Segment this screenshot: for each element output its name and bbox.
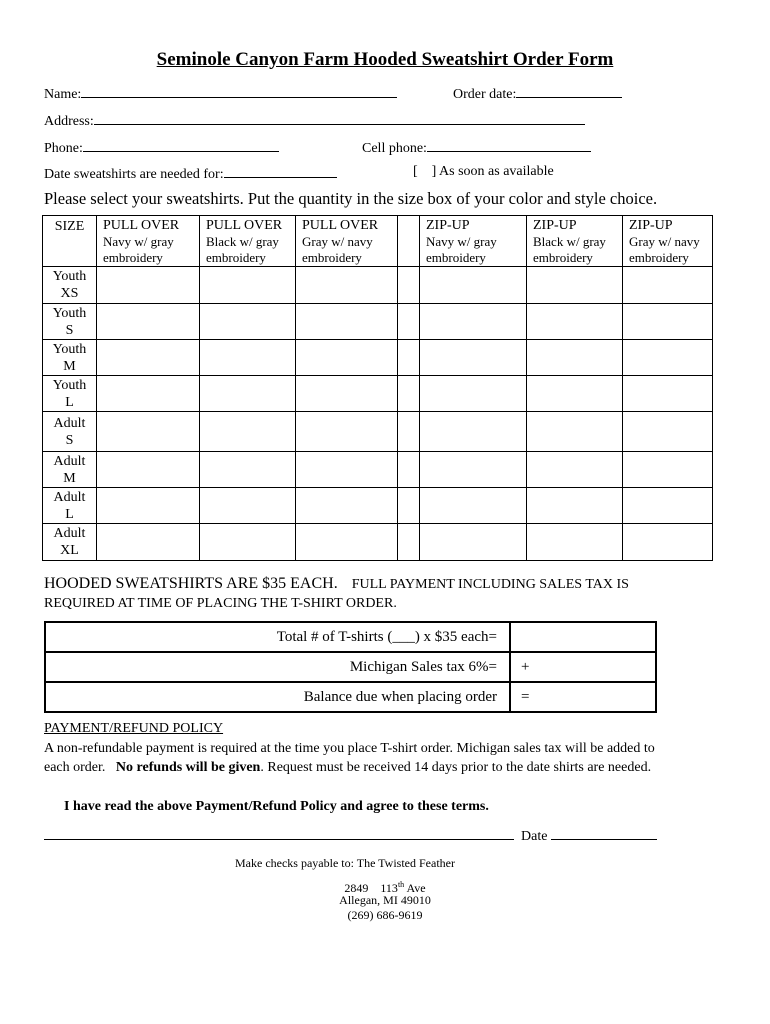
quantity-cell[interactable]: [296, 488, 398, 524]
street-ordinal-suffix: th: [397, 880, 405, 889]
total-shirts-label: Total # of T-shirts (___) x $35 each=: [45, 622, 510, 652]
column-header-zipup-gray: [623, 216, 713, 267]
size-group: Youth: [52, 377, 87, 393]
quantity-cell[interactable]: [97, 304, 200, 340]
total-shirts-value[interactable]: [510, 622, 656, 652]
quantity-cell[interactable]: [296, 376, 398, 412]
size-group: Youth: [52, 305, 87, 321]
policy-text: [44, 739, 655, 777]
quantity-cell[interactable]: [296, 412, 398, 452]
phone-field-row: [44, 138, 279, 157]
spacer-cell: [398, 376, 420, 412]
size-row-label: [43, 412, 97, 452]
column-embroidery: embroidery: [103, 250, 163, 265]
size-group: Adult: [53, 453, 86, 469]
quantity-cell[interactable]: [420, 376, 527, 412]
name-field-row: [44, 84, 397, 103]
totals-row: [45, 682, 656, 712]
column-style: ZIP-UP: [629, 218, 673, 233]
quantity-cell[interactable]: [527, 412, 623, 452]
quantity-cell[interactable]: [97, 524, 200, 561]
quantity-cell[interactable]: [296, 452, 398, 488]
size-row: [43, 488, 713, 524]
spacer-cell: [398, 267, 420, 304]
quantity-cell[interactable]: [97, 267, 200, 304]
quantity-cell[interactable]: [296, 267, 398, 304]
column-style: ZIP-UP: [533, 218, 577, 233]
pricing-notice: [44, 574, 629, 613]
policy-line-2-end: . Request must be received 14 days prior to the date shirts are needed.: [260, 760, 652, 775]
quantity-cell[interactable]: [420, 488, 527, 524]
quantity-cell[interactable]: [97, 376, 200, 412]
size-code: M: [63, 470, 76, 486]
column-color: Navy w/ gray: [103, 234, 174, 249]
size-group: Youth: [52, 269, 87, 284]
quantity-cell[interactable]: [420, 340, 527, 376]
cell-phone-field-row: [362, 138, 591, 157]
size-code: L: [65, 506, 74, 522]
size-code: L: [65, 394, 74, 410]
date-needed-label: Date sweatshirts are needed for:: [44, 167, 224, 182]
totals-row: [45, 622, 656, 652]
totals-row: [45, 652, 656, 682]
column-header-zipup-navy: [420, 216, 527, 267]
date-needed-input-line[interactable]: [224, 164, 337, 178]
name-label: Name:: [44, 87, 82, 102]
column-header-pullover-navy: [97, 216, 200, 267]
quantity-cell[interactable]: [623, 488, 713, 524]
column-style: PULL OVER: [206, 218, 283, 233]
no-refunds-text: No refunds will be given: [115, 760, 261, 775]
quantity-cell[interactable]: [97, 412, 200, 452]
order-date-input-line[interactable]: [516, 84, 622, 98]
quantity-cell[interactable]: [420, 452, 527, 488]
spacer-column-header: [398, 216, 420, 267]
street-ordinal: 113: [380, 881, 398, 895]
name-input-line[interactable]: [81, 84, 397, 98]
quantity-cell[interactable]: [623, 304, 713, 340]
size-column-header: SIZE: [43, 216, 97, 267]
spacer-cell: [398, 488, 420, 524]
sales-tax-label: Michigan Sales tax 6%=: [45, 652, 510, 682]
policy-line-2: [44, 758, 655, 777]
address-field-row: [44, 111, 585, 130]
size-row: [43, 376, 713, 412]
size-row-label: [43, 452, 97, 488]
signature-line[interactable]: [44, 826, 514, 840]
payment-note-2: REQUIRED AT TIME OF PLACING THE T-SHIRT ORDER.: [44, 596, 397, 611]
quantity-cell[interactable]: [200, 412, 296, 452]
size-row: [43, 452, 713, 488]
payment-note-1: FULL PAYMENT INCLUDING SALES TAX IS: [351, 577, 629, 592]
contact-phone: (269) 686-9619: [347, 908, 423, 922]
size-group: Adult: [53, 415, 86, 431]
quantity-cell[interactable]: [296, 524, 398, 561]
column-style: ZIP-UP: [426, 218, 470, 233]
size-row-label: [43, 376, 97, 412]
quantity-cell[interactable]: [623, 340, 713, 376]
size-code: M: [63, 358, 76, 374]
size-group: Youth: [52, 341, 87, 357]
column-embroidery: embroidery: [206, 250, 266, 265]
quantity-cell[interactable]: [527, 488, 623, 524]
spacer-cell: [398, 340, 420, 376]
quantity-cell[interactable]: [200, 304, 296, 340]
policy-line-1: A non-refundable payment is required at the time you place T-shirt order. Michigan sales tax will be added to: [44, 741, 655, 756]
size-row-label: [43, 524, 97, 561]
size-row-label: [43, 340, 97, 376]
form-title: Seminole Canyon Farm Hooded Sweatshirt Order Form: [156, 49, 614, 70]
column-header-zipup-black: [527, 216, 623, 267]
quantity-cell[interactable]: [623, 412, 713, 452]
cell-phone-label: Cell phone:: [362, 141, 427, 156]
size-row-label: [43, 488, 97, 524]
column-style: PULL OVER: [302, 218, 379, 233]
quantity-cell[interactable]: [200, 376, 296, 412]
city-state-zip: Allegan, MI 49010: [339, 893, 431, 907]
size-row: [43, 340, 713, 376]
checks-payable: Make checks payable to: The Twisted Feather: [235, 856, 455, 870]
column-color: Black w/ gray: [533, 234, 606, 249]
sales-tax-value[interactable]: +: [510, 652, 656, 682]
signature-row: [44, 826, 657, 845]
quantity-cell[interactable]: [296, 304, 398, 340]
balance-due-label: Balance due when placing order: [45, 682, 510, 712]
quantity-cell[interactable]: [200, 267, 296, 304]
selection-instructions: Please select your sweatshirts. Put the quantity in the size box of your color and style choice.: [44, 189, 658, 208]
date-needed-field-row: [44, 164, 337, 183]
spacer-cell: [398, 304, 420, 340]
spacer-cell: [398, 412, 420, 452]
quantity-cell[interactable]: [527, 267, 623, 304]
quantity-cell[interactable]: [200, 340, 296, 376]
column-color: Black w/ gray: [206, 234, 279, 249]
quantity-cell[interactable]: [200, 488, 296, 524]
grid-header-row: [43, 216, 713, 267]
size-group: Adult: [53, 489, 86, 505]
sweatshirt-order-grid: [42, 215, 713, 561]
quantity-cell[interactable]: [623, 524, 713, 561]
order-date-field-row: [453, 84, 622, 103]
size-code: S: [65, 322, 74, 338]
column-header-pullover-gray: [296, 216, 398, 267]
column-embroidery: embroidery: [629, 250, 689, 265]
quantity-cell[interactable]: [97, 340, 200, 376]
column-embroidery: embroidery: [426, 250, 486, 265]
price-headline: HOODED SWEATSHIRTS ARE $35 EACH.: [44, 575, 338, 592]
size-row: [43, 412, 713, 452]
address-input-line[interactable]: [94, 111, 585, 125]
quantity-cell[interactable]: [623, 267, 713, 304]
totals-table: [44, 621, 657, 713]
size-row: [43, 267, 713, 304]
quantity-cell[interactable]: [296, 340, 398, 376]
column-color: Navy w/ gray: [426, 234, 497, 249]
phone-input-line[interactable]: [83, 138, 279, 152]
quantity-cell[interactable]: [527, 340, 623, 376]
column-header-pullover-black: [200, 216, 296, 267]
column-style: PULL OVER: [103, 218, 180, 233]
policy-line-2-start: each order.: [44, 760, 106, 775]
size-row: [43, 304, 713, 340]
quantity-cell[interactable]: [200, 452, 296, 488]
quantity-cell[interactable]: [527, 304, 623, 340]
street-suffix: Ave: [406, 881, 426, 895]
date-label: Date: [521, 829, 548, 844]
quantity-cell[interactable]: [97, 488, 200, 524]
column-color: Gray w/ navy: [302, 234, 373, 249]
signature-date-line[interactable]: [551, 826, 657, 840]
quantity-cell[interactable]: [420, 304, 527, 340]
size-code: XS: [60, 286, 79, 301]
quantity-cell[interactable]: [527, 376, 623, 412]
cell-phone-input-line[interactable]: [427, 138, 591, 152]
column-color: Gray w/ navy: [629, 234, 700, 249]
address-label: Address:: [44, 114, 94, 129]
agreement-statement: I have read the above Payment/Refund Policy and agree to these terms.: [64, 799, 489, 814]
phone-label: Phone:: [44, 141, 83, 156]
quantity-cell[interactable]: [623, 452, 713, 488]
spacer-cell: [398, 452, 420, 488]
column-embroidery: embroidery: [302, 250, 362, 265]
quantity-cell[interactable]: [420, 524, 527, 561]
policy-heading: PAYMENT/REFUND POLICY: [44, 721, 224, 736]
size-group: Adult: [53, 526, 86, 541]
column-embroidery: embroidery: [533, 250, 593, 265]
quantity-cell[interactable]: [97, 452, 200, 488]
size-code: XL: [60, 543, 79, 558]
spacer-cell: [398, 524, 420, 561]
quantity-cell[interactable]: [623, 376, 713, 412]
size-row-label: [43, 267, 97, 304]
quantity-cell[interactable]: [200, 524, 296, 561]
balance-due-value[interactable]: =: [510, 682, 656, 712]
size-row-label: [43, 304, 97, 340]
size-code: S: [65, 432, 74, 448]
order-date-label: Order date:: [453, 87, 517, 102]
quantity-cell[interactable]: [527, 452, 623, 488]
quantity-cell[interactable]: [527, 524, 623, 561]
asap-checkbox[interactable]: [ ] As soon as available: [413, 164, 554, 179]
quantity-cell[interactable]: [420, 412, 527, 452]
size-row: [43, 524, 713, 561]
street-number: 2849: [344, 881, 369, 895]
quantity-cell[interactable]: [420, 267, 527, 304]
